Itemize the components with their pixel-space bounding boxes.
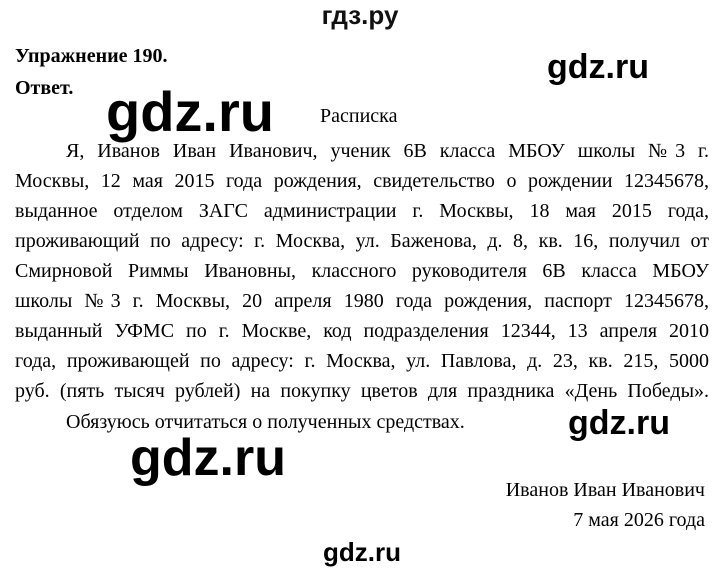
body-line: Я, Иванов Иван Иванович, ученик 6В класса МБОУ школы №3 г.: [66, 140, 709, 162]
signature-name: Иванов Иван Иванович: [505, 479, 705, 501]
site-header: гдз.ру: [321, 0, 399, 30]
answer-label: Ответ.: [15, 77, 74, 99]
body-line: проживающий по адресу: г. Москва, ул. Баженова, д. 8, кв. 16, получил от: [15, 230, 709, 252]
body-line: Смирновой Риммы Ивановны, классного руководителя 6В класса МБОУ: [15, 260, 709, 282]
watermark: gdz.ru: [568, 404, 670, 442]
body-line: выданный УФМС по г. Москве, код подразделения 12344, 13 апреля 2010: [15, 320, 709, 342]
watermark: gdz.ru: [106, 80, 274, 143]
document-body: [15, 136, 709, 406]
body-line: школы №3 г. Москвы, 20 апреля 1980 года рождения, паспорт 12345678,: [15, 290, 709, 312]
watermark: gdz.ru: [323, 537, 401, 567]
body-line: выданное отделом ЗАГС администрации г. Москвы, 18 мая 2015 года,: [15, 200, 709, 222]
exercise-title: Упражнение 190.: [15, 45, 168, 67]
watermark: gdz.ru: [130, 429, 286, 487]
watermark: gdz.ru: [547, 48, 649, 86]
document-title: Расписка: [320, 105, 398, 127]
body-line: руб. (пять тысяч рублей) на покупку цветов для праздника «День Победы».: [15, 380, 709, 402]
signature-date: 7 мая 2026 года: [573, 509, 705, 531]
body-line: года, проживающей по адресу: г. Москва, ул. Павлова, д. 23, кв. 215, 5000: [15, 350, 709, 372]
body-line: Москвы, 12 мая 2015 года рождения, свидетельство о рождении 12345678,: [15, 170, 709, 192]
promise-text: Обязуюсь отчитаться о полученных средствах.: [66, 411, 465, 433]
